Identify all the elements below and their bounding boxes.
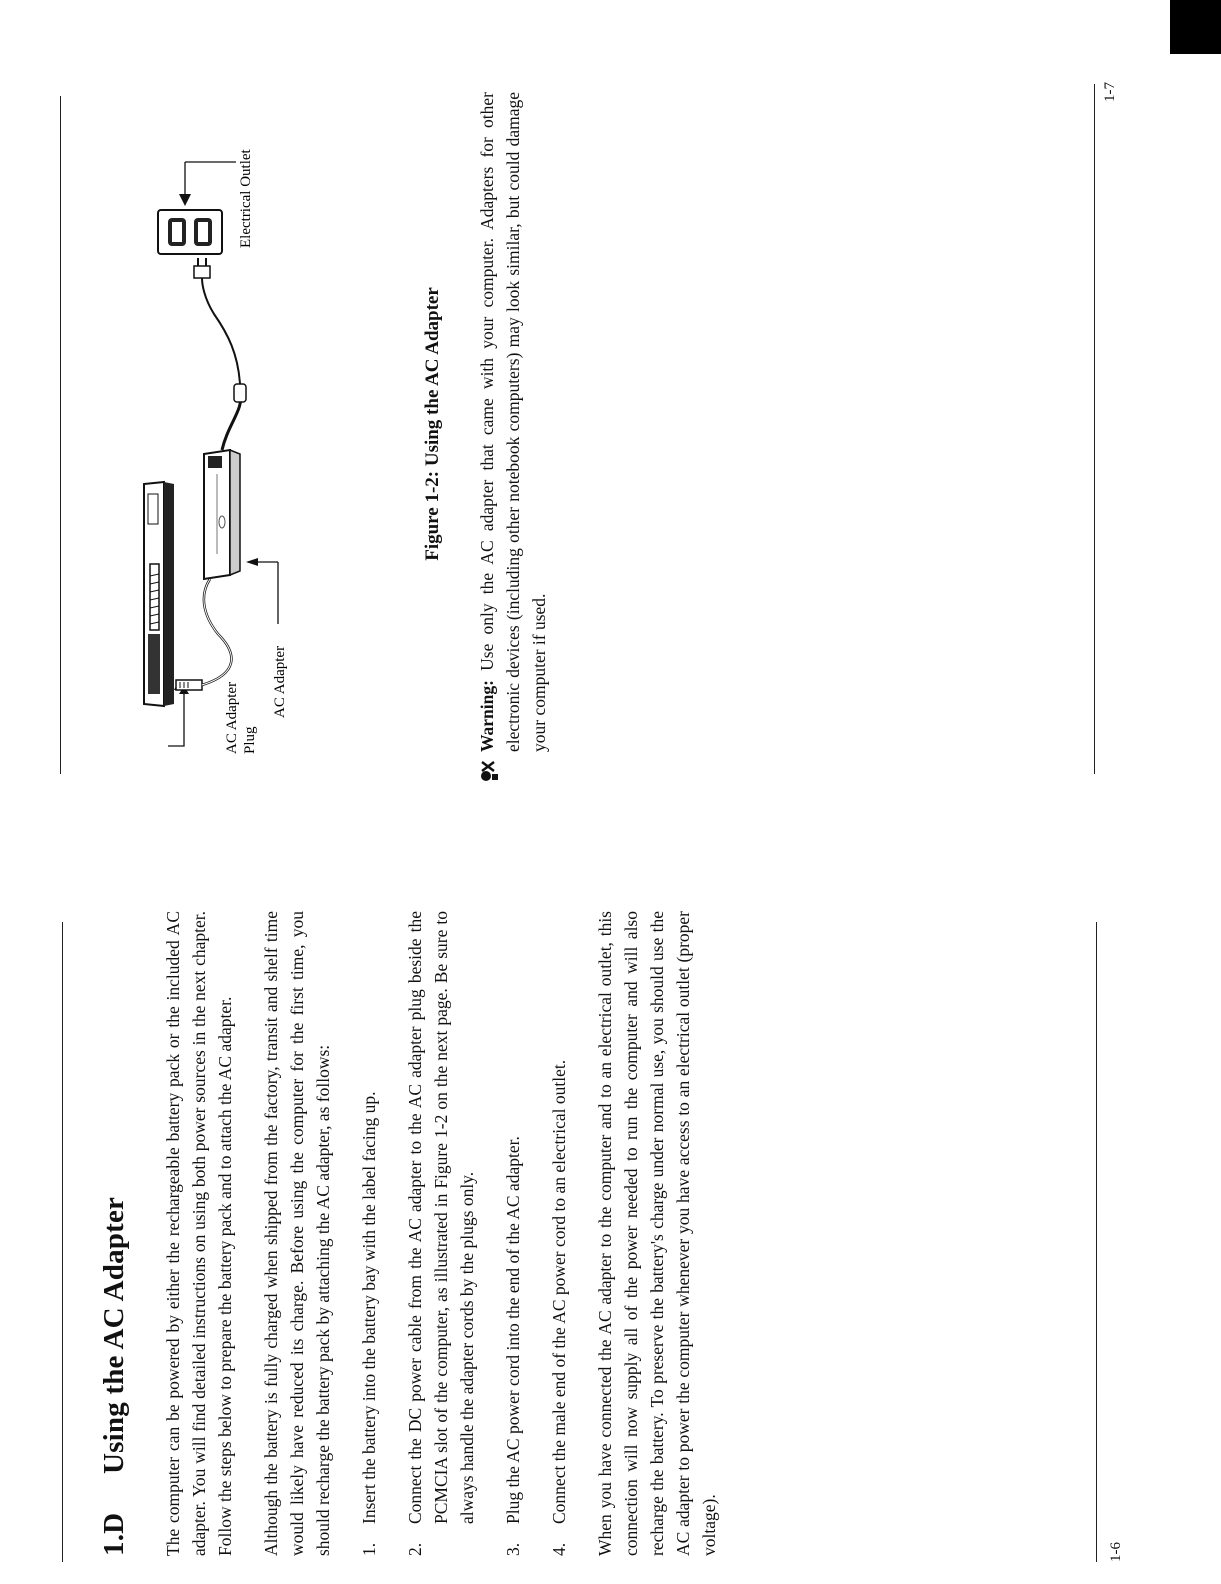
page-number: 1-7 bbox=[1102, 82, 1118, 102]
warning-label: Warning: bbox=[477, 680, 497, 752]
label-electrical-outlet: Electrical Outlet bbox=[238, 149, 254, 248]
label-ac-adapter-plug-line1: AC Adapter bbox=[224, 681, 240, 754]
closing-paragraph: When you have connected the AC adapter to the computer and to an electrical outlet, this connection will now supply all of the power needed to run the computer and will also recharge the battery. To preserve the battery's charge under normal use, you should use the AC adapter to power the computer whenever you have access to an electrical outlet (proper voltage). bbox=[595, 911, 719, 1556]
step-text: Connect the male end of the AC power cord to an electrical outlet. bbox=[549, 1059, 569, 1524]
page-number: 1-6 bbox=[1108, 1542, 1124, 1562]
step-text: Connect the DC power cable from the AC adapter to the AC adapter plug beside the PCMCIA slot of the computer, as illustrated in Figure 1-2 on the next page. Be sure to always handle the adapter cords by the plugs only. bbox=[405, 911, 477, 1524]
electrical-outlet bbox=[158, 210, 222, 254]
section-title: Using the AC Adapter bbox=[98, 1196, 130, 1474]
figure-caption: Figure 1-2: Using the AC Adapter bbox=[422, 287, 443, 561]
step-number: 1. bbox=[359, 1542, 379, 1556]
ac-adapter-illustration bbox=[118, 114, 298, 754]
label-ac-adapter-plug-line2: Plug bbox=[242, 726, 258, 754]
warning-block bbox=[474, 92, 552, 752]
warning-hand-icon bbox=[476, 758, 502, 784]
top-rule bbox=[60, 96, 61, 774]
left-body bbox=[160, 911, 742, 1556]
list-item bbox=[546, 911, 572, 1556]
notebook-computer bbox=[144, 482, 174, 706]
step-text: Plug the AC power cord into the end of the AC adapter. bbox=[503, 1136, 523, 1524]
charge-paragraph: Although the battery is fully charged when shipped from the factory, transit and shelf time would likely have reduced its charge. Before using the computer for the first time, you should recharge the battery pack by attaching the AC adapter, as follows: bbox=[261, 911, 333, 1556]
scan-edge bbox=[1170, 0, 1221, 54]
section-heading bbox=[98, 1197, 131, 1556]
warning-text: Use only the AC adapter that came with your computer. Adapters for other electronic devices (including other notebook computers) may look similar, but could damage your computer if used. bbox=[477, 92, 549, 752]
bottom-rule bbox=[1096, 922, 1097, 1562]
step-number: 4. bbox=[549, 1542, 569, 1556]
step-number: 3. bbox=[503, 1542, 523, 1556]
steps-list bbox=[356, 911, 572, 1556]
list-item bbox=[356, 911, 382, 1556]
bottom-rule bbox=[1094, 84, 1095, 774]
outlet-arrow bbox=[179, 194, 191, 206]
section-number: 1.D bbox=[98, 1512, 130, 1556]
ac-adapter-brick bbox=[204, 450, 240, 579]
step-number: 2. bbox=[405, 1542, 425, 1556]
list-item bbox=[500, 911, 526, 1556]
intro-paragraph: The computer can be powered by either the rechargeable battery pack or the included AC adapter. You will find detailed instructions on using both power sources in the next chapter. Follow the steps below to prepare the battery pack and to attach the AC adapter. bbox=[163, 911, 235, 1556]
step-text: Insert the battery into the battery bay with the label facing up. bbox=[359, 1091, 379, 1524]
top-rule bbox=[62, 922, 63, 1562]
figure-ac-adapter bbox=[118, 114, 298, 754]
label-ac-adapter: AC Adapter bbox=[272, 645, 288, 718]
list-item bbox=[402, 911, 480, 1556]
left-page bbox=[0, 824, 1221, 1584]
